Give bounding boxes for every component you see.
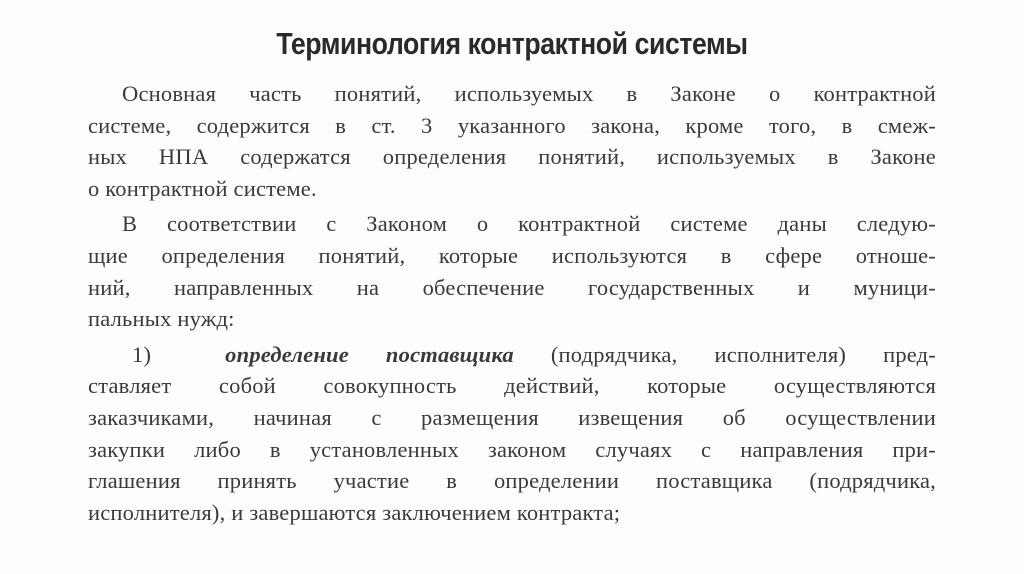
list-item-1	[88, 339, 936, 529]
text-line: заказчиками, начиная с размещения извещения об осуществлении	[88, 404, 936, 430]
text-line: щие определения понятий, которые используются в сфере отноше-	[88, 242, 936, 268]
text-line: исполнителя), и завершаются заключением контракта;	[88, 499, 621, 525]
text-line: глашения принять участие в определении поставщика (подрядчика,	[88, 468, 936, 494]
text-line: ставляет собой совокупность действий, которые осуществляются	[88, 373, 936, 399]
text-line: о контрактной системе.	[88, 175, 317, 201]
page-title: Терминология контрактной системы	[276, 26, 748, 61]
text-line: ных НПА содержатся определения понятий, используемых в Законе	[88, 144, 936, 170]
text-line: закупки либо в установленных законом случаях с направления при-	[88, 436, 936, 462]
text-line: ний, направленных на обеспечение государственных и муници-	[88, 274, 936, 300]
text-line: В соответствии с Законом о контрактной системе даны следую-	[122, 211, 936, 237]
list-item-first-line-rest: (подрядчика, исполнителя) пред-	[513, 341, 936, 367]
list-item-number: 1)	[132, 341, 152, 367]
text-line: пальных нужд:	[88, 306, 235, 332]
list-item-first-line	[88, 339, 936, 371]
text-line: Основная часть понятий, используемых в Законе о контрактной	[122, 81, 936, 106]
document-body	[88, 78, 936, 528]
text-line: системе, содержится в ст. 3 указанного закона, кроме того, в смеж-	[88, 112, 936, 138]
paragraph-2	[88, 208, 936, 334]
defined-term: определение поставщика	[225, 341, 514, 367]
paragraph-1	[88, 78, 936, 204]
